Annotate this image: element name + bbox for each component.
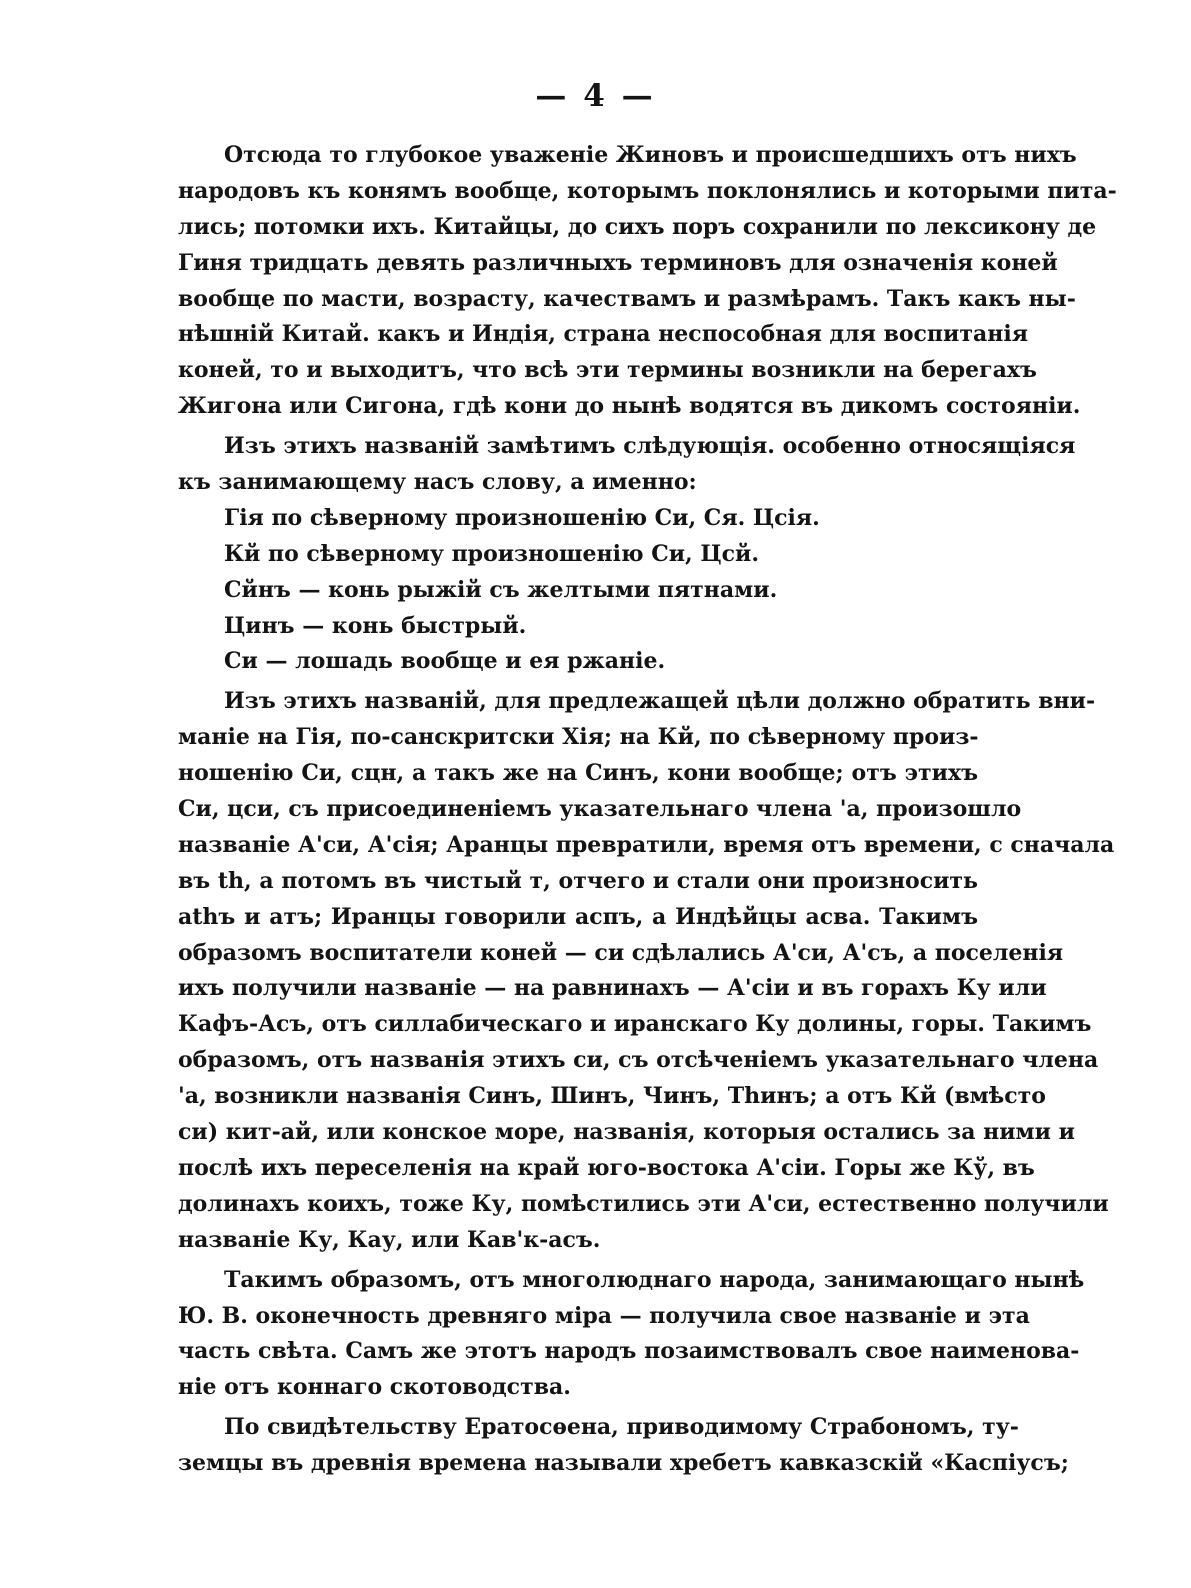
text-line: коней, то и выходитъ, что всѣ эти термины возникли на берегахъ	[178, 357, 1037, 384]
text-line: Такимъ образомъ, отъ многолюднаго народа, занимающаго нынѣ	[224, 1266, 1085, 1293]
text-line: Гиня тридцать девять различныхъ терминовъ для означенія коней	[178, 249, 1058, 276]
text-line: Отсюда то глубокое уваженіе Жиновъ и происшедшихъ отъ нихъ	[224, 142, 1077, 168]
text-line: названіе А'си, А'сія; Аранцы превратили, время отъ времени, с сначала	[178, 831, 1115, 858]
text-line: вообще по масти, возрасту, качествамъ и размѣрамъ. Такъ какъ ны-	[178, 285, 1076, 312]
page-number: — 4 —	[535, 78, 656, 114]
text-line: Сйнъ — конь рыжій съ желтыми пятнами.	[224, 576, 778, 603]
text-line: земцы въ древнія времена называли хребетъ кавказскій «Каспіусъ;	[178, 1450, 1069, 1477]
text-line: маніе на Гія, по-санскритски Хія; на Кй, по сѣверному произ-	[178, 724, 979, 751]
text-line: въ th, а потомъ въ чистый т, отчего и стали они произносить	[178, 867, 978, 894]
text-line: названіе Ку, Кау, или Кав'к-асъ.	[178, 1226, 601, 1253]
text-line: ихъ получили названіе — на равнинахъ — А'сіи и въ горахъ Ку или	[178, 975, 1047, 1002]
text-line: Изъ этихъ названій замѣтимъ слѣдующія. особенно относящіяся	[224, 433, 1076, 460]
text-line: долинахъ коихъ, тоже Ку, помѣстились эти А'си, естественно получили	[178, 1190, 1109, 1217]
text-line: образомъ, отъ названія этихъ си, съ отсѣченіемъ указательнаго члена	[178, 1047, 1099, 1074]
text-line: Цинъ — конь быстрый.	[224, 612, 527, 639]
text-line: ніе отъ коннаго скотоводства.	[178, 1374, 571, 1401]
text-line: си) кит-ай, или конское море, названія, которыя остались за ними и	[178, 1119, 1075, 1146]
text-line: лись; потомки ихъ. Китайцы, до сихъ поръ сохранили по лексикону де	[178, 213, 1097, 240]
text-line: народовъ къ конямъ вообще, которымъ поклонялись и которыми пита-	[178, 177, 1117, 204]
text-line: послѣ ихъ переселенія на край юго-востока А'сіи. Горы же Кў, въ	[178, 1154, 1035, 1181]
text-line: Си — лошадь вообще и ея ржаніе.	[224, 648, 666, 675]
text-line: 'а, возникли названія Синъ, Шинъ, Чинъ, Тhинъ; а отъ Кй (вмѣсто	[178, 1083, 1046, 1110]
text-line: Жигона или Сигона, гдѣ кони до нынѣ водятся въ дикомъ состояніи.	[178, 393, 1081, 420]
page-body-text	[178, 138, 1117, 1482]
text-line: образомъ воспитатели коней — си сдѣлались А'си, А'съ, а поселенія	[178, 939, 1064, 966]
text-line: къ занимающему насъ слову, а именно:	[178, 469, 697, 496]
text-line: Си, цси, съ присоединеніемъ указательнаго члена 'а, произошло	[178, 796, 1022, 823]
text-line: По свидѣтельству Ератосѳена, приводимому Страбономъ, ту-	[224, 1414, 1019, 1441]
text-line: Гія по сѣверному произношенію Си, Ся. Цсія.	[224, 504, 820, 531]
text-line: athъ и атъ; Иранцы говорили аспъ, а Индѣйцы асва. Такимъ	[178, 903, 978, 930]
text-line: ношенію Си, сцн, а такъ же на Синъ, кони вообще; отъ этихъ	[178, 760, 978, 787]
text-line: часть свѣта. Самъ же этотъ народъ позаимствовалъ свое наименова-	[178, 1338, 1080, 1365]
text-line: нѣшній Китай. какъ и Индія, страна неспособная для воспитанія	[178, 321, 1028, 348]
text-line: Кафъ-Асъ, отъ силлабическаго и иранскаго Ку долины, горы. Такимъ	[178, 1011, 1092, 1038]
text-line: Кй по сѣверному произношенію Си, Цсй.	[224, 540, 759, 567]
text-line: Изъ этихъ названій, для предлежащей цѣли должно обратить вни-	[224, 688, 1096, 715]
text-line: Ю. В. оконечность древняго міра — получила свое названіе и эта	[178, 1302, 1030, 1329]
